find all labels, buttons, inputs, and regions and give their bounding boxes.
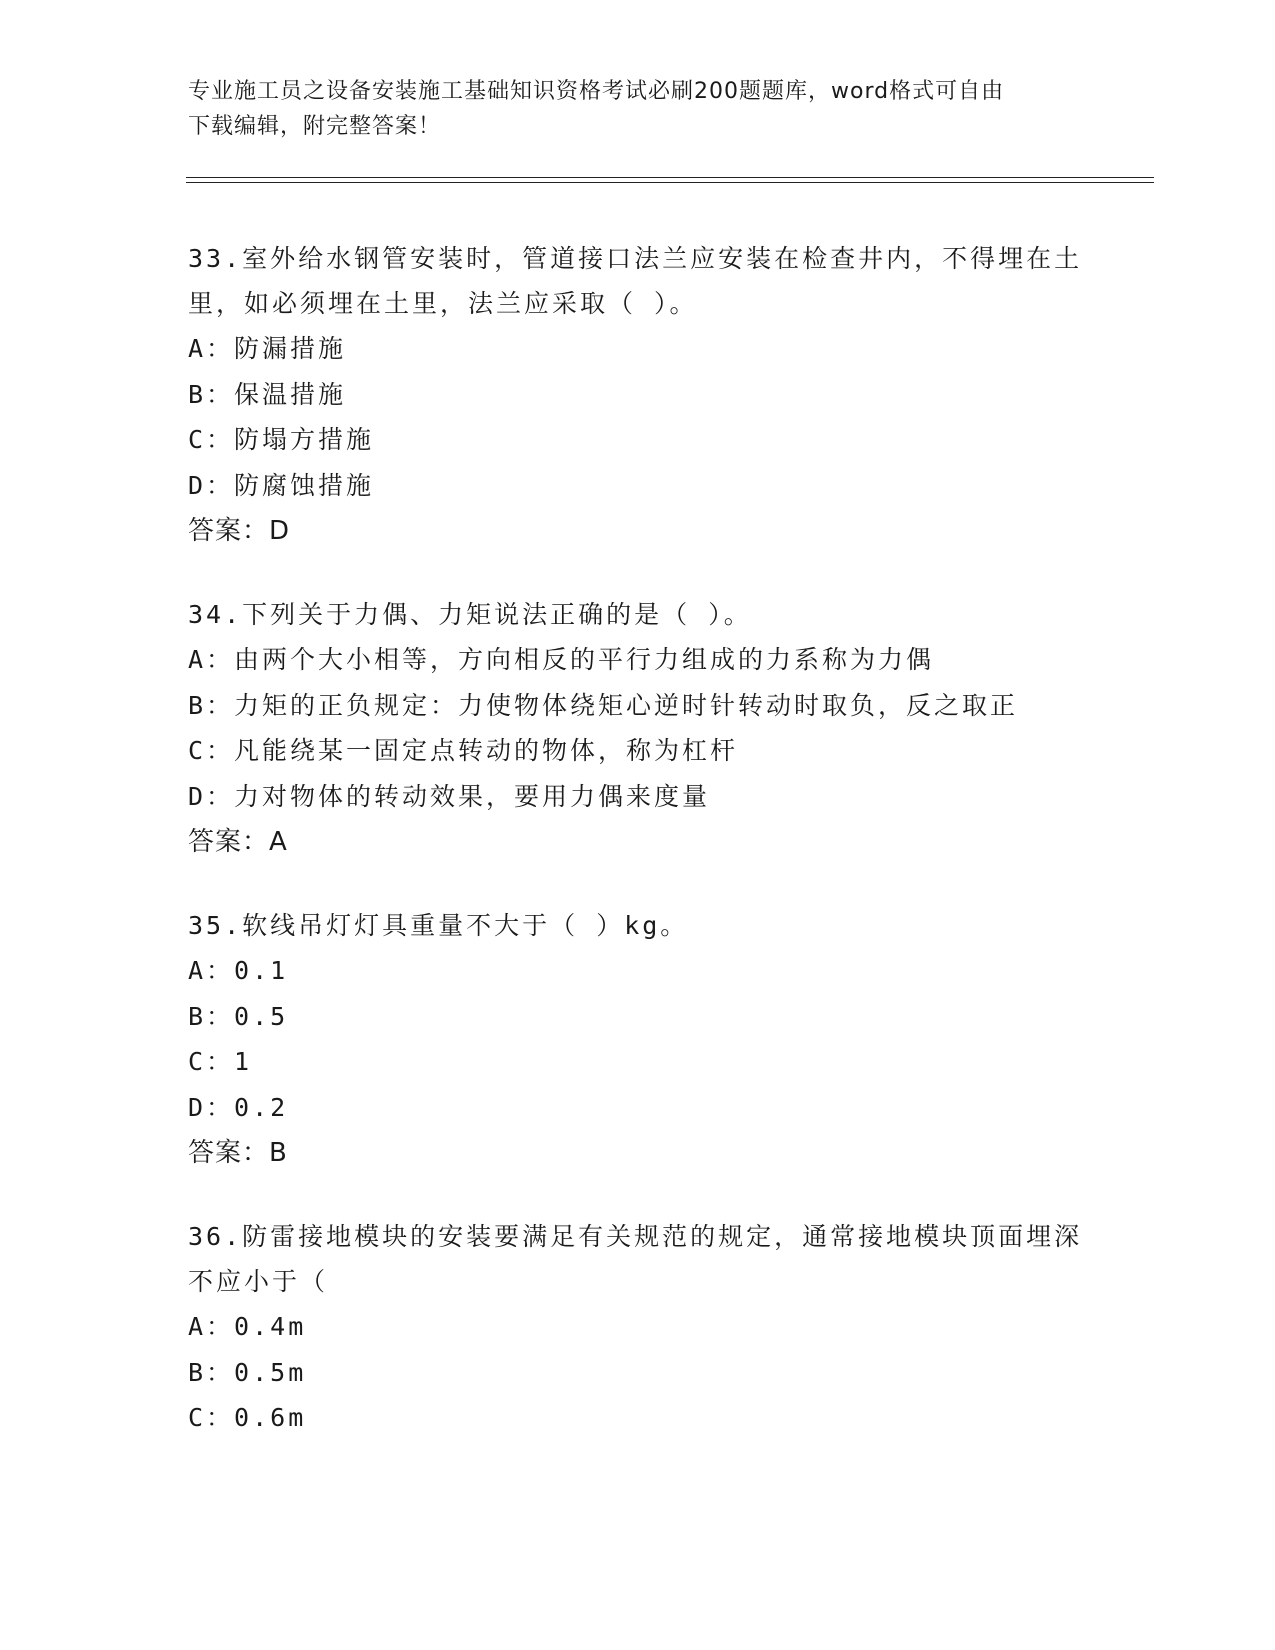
answer-line: 答案：B — [188, 1138, 288, 1168]
answer-line: 答案：D — [188, 516, 291, 546]
question-list — [188, 236, 1088, 1479]
option-d: D：0.2 — [188, 1092, 289, 1122]
question-stem: 33.室外给水钢管安装时，管道接口法兰应安装在检查井内，不得埋在土里，如必须埋在土里，法兰应采取（ ）。 — [188, 244, 1083, 318]
question-33 — [188, 236, 1088, 554]
question-34 — [188, 592, 1088, 865]
header-line-2: 下载编辑，附完整答案！ — [188, 114, 442, 139]
option-a: A：由两个大小相等，方向相反的平行力组成的力系称为力偶 — [188, 645, 935, 674]
option-b: B：0.5 — [188, 1001, 289, 1031]
option-c: C：防塌方措施 — [188, 425, 375, 454]
header-line-1: 专业施工员之设备安装施工基础知识资格考试必刷200题题库，word格式可自由 — [188, 79, 1005, 104]
option-a: A：0.4m — [188, 1312, 307, 1341]
option-a: A：0.1 — [188, 956, 289, 985]
question-stem: 36.防雷接地模块的安装要满足有关规范的规定，通常接地模块顶面埋深不应小于（ — [188, 1222, 1083, 1296]
question-35 — [188, 903, 1088, 1176]
header-rule-top — [186, 177, 1154, 178]
option-c: C：1 — [188, 1047, 253, 1076]
question-stem: 35.软线吊灯灯具重量不大于（ ）kg。 — [188, 911, 689, 940]
option-b: B：保温措施 — [188, 379, 347, 409]
question-stem: 34.下列关于力偶、力矩说法正确的是（ ）。 — [188, 600, 752, 629]
header-rule-bottom — [186, 182, 1154, 183]
option-d: D：防腐蚀措施 — [188, 470, 375, 500]
option-c: C：0.6m — [188, 1403, 307, 1432]
question-36 — [188, 1214, 1088, 1441]
option-b: B：0.5m — [188, 1357, 307, 1387]
answer-line: 答案：A — [188, 827, 288, 857]
option-d: D：力对物体的转动效果，要用力偶来度量 — [188, 781, 711, 811]
option-b: B：力矩的正负规定：力使物体绕矩心逆时针转动时取负，反之取正 — [188, 690, 1019, 720]
option-a: A：防漏措施 — [188, 334, 347, 363]
document-header — [188, 74, 1068, 144]
option-c: C：凡能绕某一固定点转动的物体，称为杠杆 — [188, 736, 739, 765]
